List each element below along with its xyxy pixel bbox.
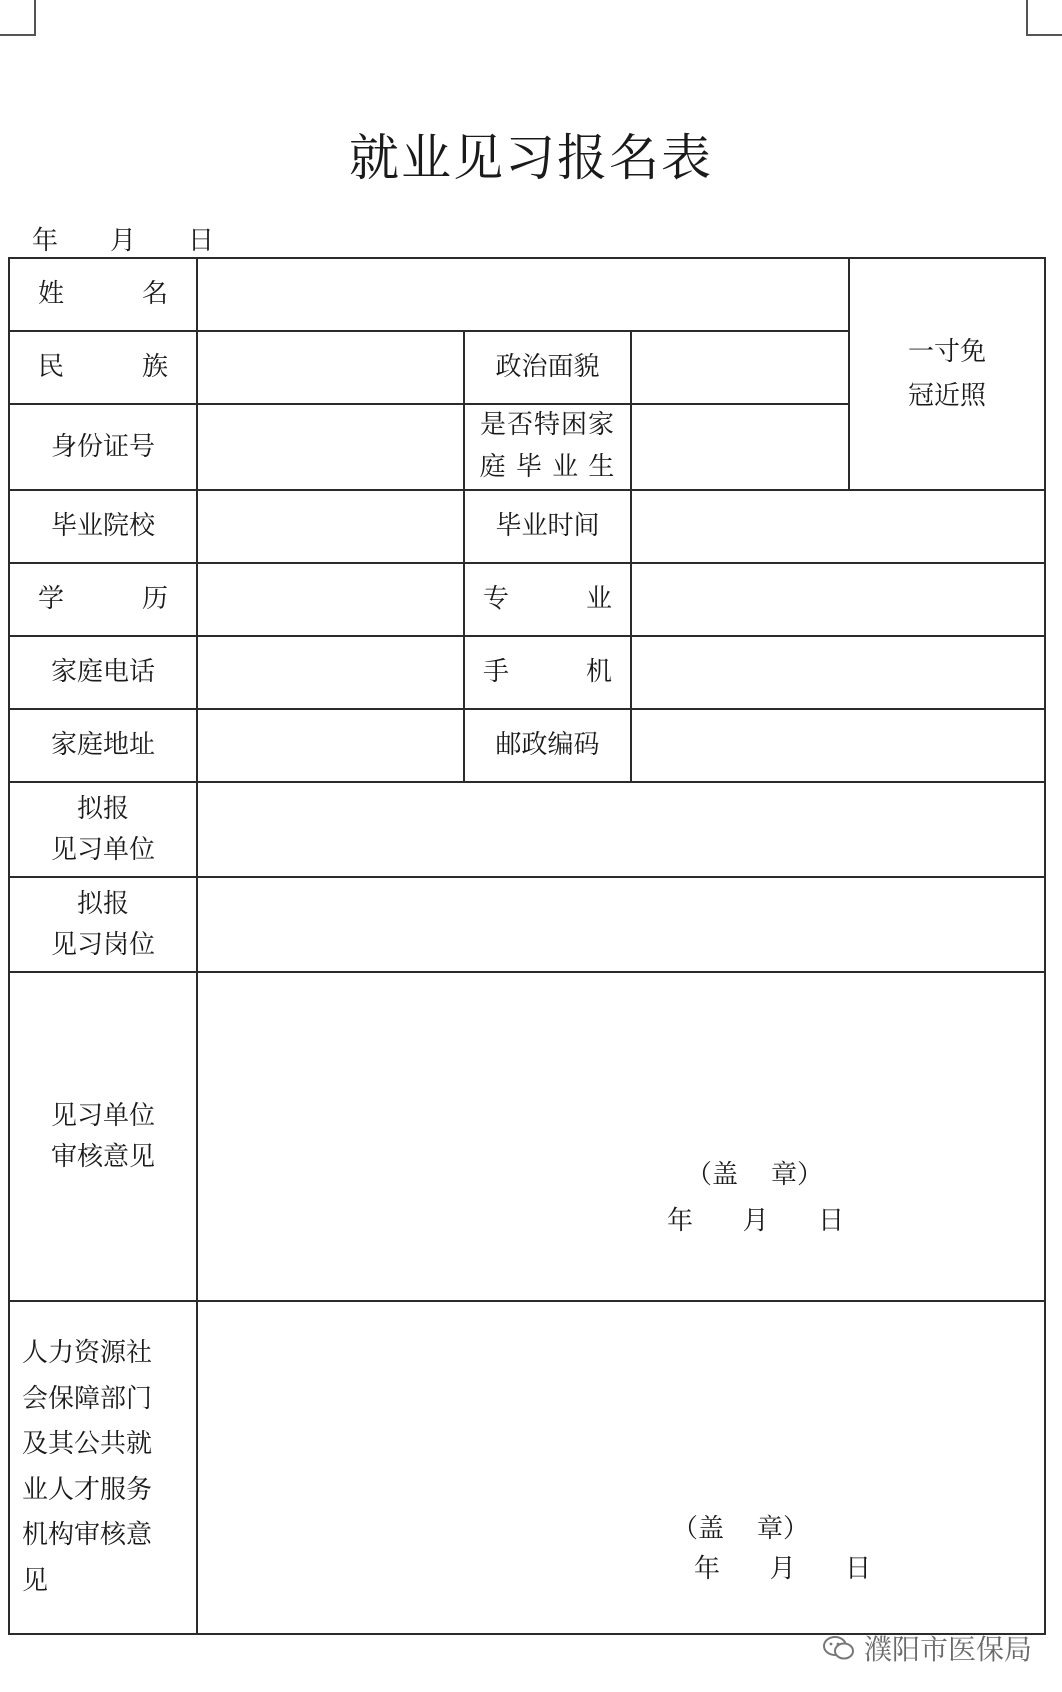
ethnicity-field[interactable] [197, 331, 464, 404]
seal-label: （盖 章） [686, 1160, 824, 1190]
label-poverty-graduate: 是否特困家 庭 毕 业 生 [464, 404, 631, 490]
hr-review-field[interactable] [197, 1301, 1045, 1634]
label-ethnicity: 民 族 [9, 331, 197, 404]
date-day: 日 [188, 226, 215, 256]
photo-line-2: 冠近照 [908, 381, 987, 411]
label-id-number: 身份证号 [9, 404, 197, 490]
date-year: 年 [32, 226, 59, 256]
label-school: 毕业院校 [9, 490, 197, 563]
label-major: 专 业 [464, 563, 631, 636]
label-hr-review: 人力资源社 会保障部门 及其公共就 业人才服务 机构审核意 见 [9, 1301, 197, 1634]
label-intern-unit: 拟报 见习单位 [9, 782, 197, 877]
photo-box[interactable] [849, 258, 1045, 490]
label-unit-review: 见习单位 审核意见 [9, 972, 197, 1301]
label-name: 姓 名 [9, 258, 197, 331]
hr-review-stamp [672, 1508, 809, 1545]
unit-review-stamp [686, 1154, 823, 1191]
home-phone-field[interactable] [197, 636, 464, 709]
photo-line-1: 一寸免 [908, 336, 987, 367]
school-field[interactable] [197, 490, 464, 563]
hr-review-date [694, 1544, 871, 1585]
review-date: 年 月 日 [667, 1206, 845, 1236]
form-date [32, 220, 214, 257]
name-field[interactable] [197, 258, 849, 331]
intern-unit-field[interactable] [197, 782, 1045, 877]
date-month: 月 [110, 226, 137, 256]
political-status-field[interactable] [631, 331, 849, 404]
review-date: 年 月 日 [694, 1554, 872, 1584]
postcode-field[interactable] [631, 709, 1045, 782]
education-field[interactable] [197, 563, 464, 636]
label-mobile: 手 机 [464, 636, 631, 709]
poverty-graduate-field[interactable] [631, 404, 849, 490]
intern-post-field[interactable] [197, 877, 1045, 972]
label-intern-post: 拟报 见习岗位 [9, 877, 197, 972]
watermark-text: 濮阳市医保局 [863, 1633, 1032, 1666]
mobile-field[interactable] [631, 636, 1045, 709]
id-number-field[interactable] [197, 404, 464, 490]
unit-review-field[interactable] [197, 972, 1045, 1301]
page-title: 就业见习报名表 [349, 129, 713, 187]
label-education: 学 历 [9, 563, 197, 636]
label-home-phone: 家庭电话 [9, 636, 197, 709]
label-political-status: 政治面貌 [464, 331, 631, 404]
unit-review-date [667, 1196, 844, 1237]
crop-mark-top-right [1026, 0, 1062, 36]
seal-label: （盖 章） [672, 1514, 810, 1544]
label-postcode: 邮政编码 [464, 709, 631, 782]
registration-table [8, 257, 1046, 1635]
home-address-field[interactable] [197, 709, 464, 782]
label-graduation-time: 毕业时间 [464, 490, 631, 563]
label-home-address: 家庭地址 [9, 709, 197, 782]
major-field[interactable] [631, 563, 1045, 636]
graduation-time-field[interactable] [631, 490, 1045, 563]
watermark [822, 1628, 1032, 1668]
crop-mark-top-left [0, 0, 36, 36]
wechat-icon [822, 1634, 856, 1662]
